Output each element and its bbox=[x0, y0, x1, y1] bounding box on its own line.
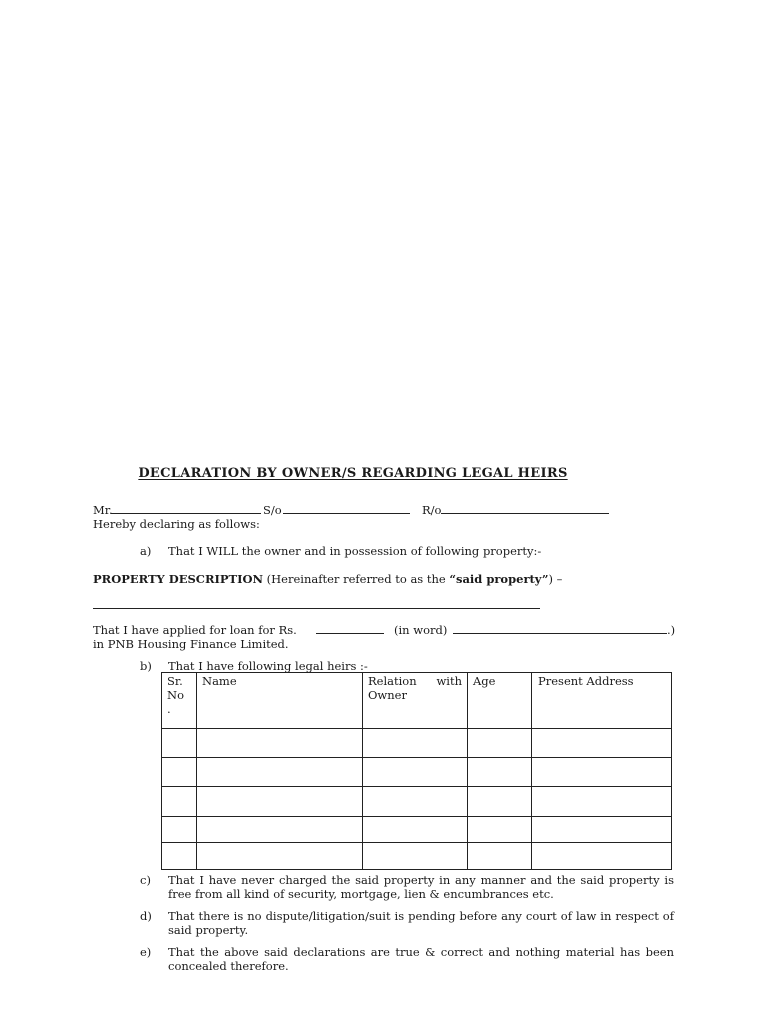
owner-name-blank bbox=[111, 513, 261, 514]
loan-prefix: That I have applied for loan for Rs. bbox=[93, 623, 297, 637]
table-row bbox=[162, 758, 672, 787]
loan-suffix: .) bbox=[667, 623, 676, 637]
table-cell[interactable] bbox=[162, 817, 197, 843]
loan-line-2: in PNB Housing Finance Limited. bbox=[93, 637, 289, 651]
table-cell[interactable] bbox=[532, 817, 672, 843]
col-header-sr-no: Sr. No . bbox=[162, 673, 197, 729]
property-description-line bbox=[93, 572, 562, 586]
document-title: DECLARATION BY OWNER/S REGARDING LEGAL HEIRS bbox=[138, 466, 568, 481]
residence-blank bbox=[441, 513, 609, 514]
table-cell[interactable] bbox=[468, 843, 532, 870]
property-description-text-pre: (Hereinafter referred to as the bbox=[266, 572, 450, 586]
item-b-letter: b) bbox=[140, 659, 152, 673]
table-cell[interactable] bbox=[468, 787, 532, 817]
item-e-text: That the above said declarations are true & correct and nothing material has been concealed therefore. bbox=[168, 945, 674, 973]
col-header-relation bbox=[363, 673, 468, 729]
table-cell[interactable] bbox=[162, 843, 197, 870]
property-description-text-post: ) – bbox=[548, 572, 563, 586]
table-row bbox=[162, 787, 672, 817]
table-cell[interactable] bbox=[468, 758, 532, 787]
item-e-letter: e) bbox=[140, 945, 152, 959]
table-row bbox=[162, 843, 672, 870]
table-cell[interactable] bbox=[363, 758, 468, 787]
table-cell[interactable] bbox=[468, 817, 532, 843]
ro-label: R/o bbox=[422, 503, 442, 517]
table-cell[interactable] bbox=[363, 787, 468, 817]
item-b-text: That I have following legal heirs :- bbox=[168, 659, 368, 673]
mr-label: Mr. bbox=[93, 503, 113, 517]
declaring-text: Hereby declaring as follows: bbox=[93, 517, 260, 531]
col-header-relation-text: Relation with Owner bbox=[368, 674, 462, 702]
table-cell[interactable] bbox=[532, 729, 672, 758]
table-cell[interactable] bbox=[532, 843, 672, 870]
item-c-letter: c) bbox=[140, 873, 151, 887]
table-header-row bbox=[162, 673, 672, 729]
loan-in-word-label: (in word) bbox=[394, 623, 448, 637]
owner-details-line bbox=[93, 503, 113, 517]
table-cell[interactable] bbox=[363, 729, 468, 758]
item-a-text: That I WILL the owner and in possession of following property:- bbox=[168, 544, 542, 558]
property-description-label: PROPERTY DESCRIPTION bbox=[93, 572, 264, 586]
table-cell[interactable] bbox=[197, 758, 363, 787]
table-cell[interactable] bbox=[532, 787, 672, 817]
table-row bbox=[162, 817, 672, 843]
item-c-text: That I have never charged the said property in any manner and the said property is free from all kind of security, mortgage, lien & encumbrances etc. bbox=[168, 873, 674, 901]
table-cell[interactable] bbox=[162, 758, 197, 787]
legal-heirs-table bbox=[161, 672, 672, 870]
table-cell[interactable] bbox=[162, 787, 197, 817]
so-label: S/o bbox=[263, 503, 282, 517]
item-d-text: That there is no dispute/litigation/suit is pending before any court of law in respect of said property. bbox=[168, 909, 674, 937]
table-row bbox=[162, 729, 672, 758]
table-cell[interactable] bbox=[197, 729, 363, 758]
col-header-name: Name bbox=[197, 673, 363, 729]
table-cell[interactable] bbox=[532, 758, 672, 787]
loan-amount-blank bbox=[316, 633, 384, 634]
item-a-letter: a) bbox=[140, 544, 152, 558]
table-cell[interactable] bbox=[363, 817, 468, 843]
table-cell[interactable] bbox=[468, 729, 532, 758]
item-d-letter: d) bbox=[140, 909, 152, 923]
col-header-age: Age bbox=[468, 673, 532, 729]
property-description-blank bbox=[93, 608, 540, 609]
table-cell[interactable] bbox=[197, 843, 363, 870]
table-cell[interactable] bbox=[197, 787, 363, 817]
loan-amount-words-blank bbox=[453, 633, 667, 634]
said-property-term: “said property” bbox=[449, 572, 549, 586]
table-cell[interactable] bbox=[197, 817, 363, 843]
table-cell[interactable] bbox=[162, 729, 197, 758]
table-cell[interactable] bbox=[363, 843, 468, 870]
father-name-blank bbox=[283, 513, 410, 514]
col-header-present-address: Present Address bbox=[532, 673, 672, 729]
